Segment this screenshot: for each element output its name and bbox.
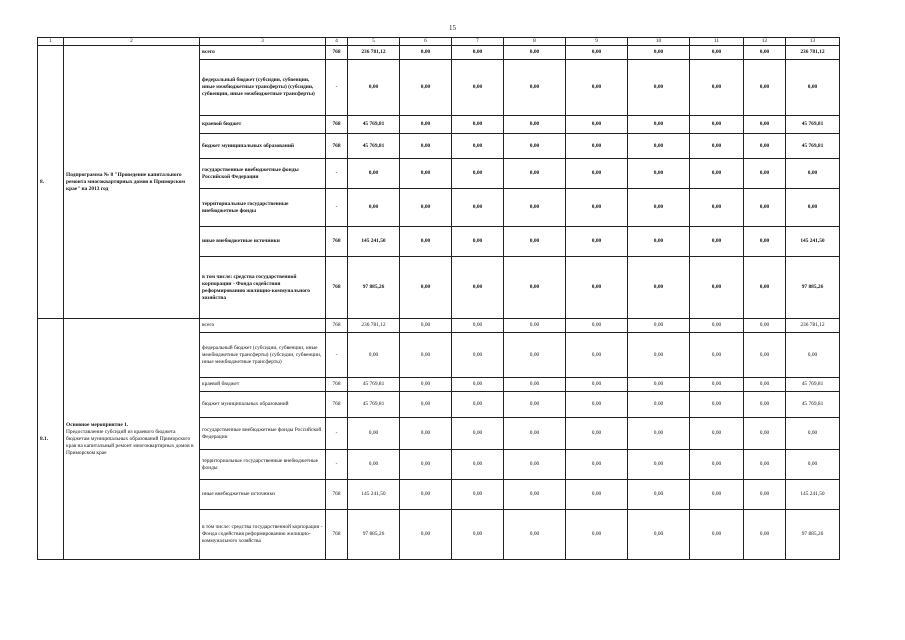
amount-cell: 0,00 — [786, 159, 840, 189]
column-number: 2 — [64, 38, 200, 46]
amount-cell: 97 885,26 — [348, 257, 400, 319]
amount-cell: 0,00 — [628, 257, 690, 319]
funding-source: государственные внебюджетные фонды Российской Федерации — [200, 418, 326, 450]
amount-cell: 0,00 — [504, 333, 566, 378]
budget-code: - — [326, 159, 348, 189]
amount-cell: 0,00 — [504, 46, 566, 60]
amount-cell: 0,00 — [690, 392, 744, 418]
amount-cell: 0,00 — [566, 46, 628, 60]
amount-cell: 0,00 — [400, 392, 452, 418]
amount-cell: 145 241,50 — [786, 480, 840, 510]
amount-cell: 0,00 — [452, 418, 504, 450]
amount-cell: 145 241,50 — [786, 227, 840, 257]
amount-cell: 45 769,81 — [786, 134, 840, 159]
amount-cell: 0,00 — [566, 418, 628, 450]
amount-cell: 0,00 — [566, 60, 628, 116]
amount-cell: 0,00 — [690, 60, 744, 116]
budget-code: - — [326, 60, 348, 116]
amount-cell: 0,00 — [744, 116, 786, 134]
budget-code: 768 — [326, 257, 348, 319]
amount-cell: 0,00 — [628, 378, 690, 392]
amount-cell: 0,00 — [452, 319, 504, 333]
amount-cell: 145 241,50 — [348, 227, 400, 257]
amount-cell: 0,00 — [744, 319, 786, 333]
funding-source: федеральный бюджет (субсидии, субвенции, иные межбюджетные трансферты) (субсидии, субвенции, иные межбюджетные трансферты) — [200, 333, 326, 378]
column-number: 12 — [744, 38, 786, 46]
amount-cell: 0,00 — [690, 333, 744, 378]
amount-cell: 0,00 — [452, 333, 504, 378]
amount-cell: 0,00 — [400, 46, 452, 60]
funding-source: бюджет муниципальных образований — [200, 134, 326, 159]
amount-cell: 0,00 — [566, 392, 628, 418]
amount-cell: 0,00 — [690, 116, 744, 134]
amount-cell: 0,00 — [400, 480, 452, 510]
budget-table — [37, 37, 840, 560]
amount-cell: 0,00 — [348, 60, 400, 116]
budget-code: - — [326, 450, 348, 480]
amount-cell: 0,00 — [744, 227, 786, 257]
amount-cell: 0,00 — [452, 450, 504, 480]
amount-cell: 0,00 — [400, 333, 452, 378]
amount-cell: 236 781,12 — [786, 319, 840, 333]
amount-cell: 0,00 — [400, 189, 452, 227]
amount-cell: 45 769,81 — [348, 116, 400, 134]
amount-cell: 236 781,12 — [348, 46, 400, 60]
amount-cell: 0,00 — [504, 450, 566, 480]
amount-cell: 0,00 — [452, 227, 504, 257]
amount-cell: 0,00 — [744, 450, 786, 480]
amount-cell: 0,00 — [504, 60, 566, 116]
amount-cell: 0,00 — [452, 116, 504, 134]
amount-cell: 97 885,26 — [348, 510, 400, 560]
budget-code: 768 — [326, 480, 348, 510]
amount-cell: 145 241,50 — [348, 480, 400, 510]
amount-cell: 0,00 — [744, 189, 786, 227]
amount-cell: 0,00 — [504, 392, 566, 418]
budget-code: 768 — [326, 227, 348, 257]
amount-cell: 0,00 — [744, 378, 786, 392]
funding-source: территориальные государственные внебюджетные фонды — [200, 450, 326, 480]
amount-cell: 0,00 — [566, 378, 628, 392]
amount-cell: 0,00 — [504, 134, 566, 159]
page-number: 15 — [449, 24, 456, 32]
amount-cell: 0,00 — [744, 333, 786, 378]
amount-cell: 0,00 — [400, 450, 452, 480]
budget-code: 768 — [326, 392, 348, 418]
amount-cell: 0,00 — [400, 418, 452, 450]
section-number: 8. — [38, 46, 64, 319]
amount-cell: 0,00 — [786, 60, 840, 116]
amount-cell: 0,00 — [504, 189, 566, 227]
amount-cell: 0,00 — [744, 418, 786, 450]
amount-cell: 236 781,12 — [348, 319, 400, 333]
funding-source: в том числе: средства государственной корпорации - Фонда содействия реформированию жилищно-коммунального хозяйства — [200, 510, 326, 560]
amount-cell: 0,00 — [628, 60, 690, 116]
amount-cell: 45 769,81 — [786, 116, 840, 134]
amount-cell: 0,00 — [566, 134, 628, 159]
budget-code: 768 — [326, 46, 348, 60]
budget-code: - — [326, 333, 348, 378]
amount-cell: 0,00 — [400, 134, 452, 159]
amount-cell: 0,00 — [452, 257, 504, 319]
amount-cell: 0,00 — [628, 46, 690, 60]
amount-cell: 0,00 — [566, 450, 628, 480]
amount-cell: 0,00 — [452, 46, 504, 60]
amount-cell: 0,00 — [690, 227, 744, 257]
amount-cell: 0,00 — [504, 319, 566, 333]
section-name-body: Предоставление субсидий из краевого бюджета бюджетам муниципальных образований Приморского края на капитальный ремонт многоквартирных домов в Приморском крае — [66, 428, 194, 456]
amount-cell: 0,00 — [504, 159, 566, 189]
amount-cell: 45 769,81 — [348, 378, 400, 392]
amount-cell: 45 769,81 — [348, 392, 400, 418]
amount-cell: 0,00 — [786, 189, 840, 227]
amount-cell: 0,00 — [690, 510, 744, 560]
amount-cell: 45 769,81 — [348, 134, 400, 159]
amount-cell: 0,00 — [628, 116, 690, 134]
amount-cell: 0,00 — [400, 60, 452, 116]
amount-cell: 0,00 — [744, 46, 786, 60]
amount-cell: 0,00 — [348, 333, 400, 378]
amount-cell: 45 769,81 — [786, 392, 840, 418]
amount-cell: 0,00 — [690, 378, 744, 392]
amount-cell: 0,00 — [744, 257, 786, 319]
table-row — [38, 46, 840, 60]
amount-cell: 0,00 — [504, 257, 566, 319]
budget-code: - — [326, 189, 348, 227]
amount-cell: 236 781,12 — [786, 46, 840, 60]
amount-cell: 0,00 — [690, 450, 744, 480]
amount-cell: 0,00 — [690, 189, 744, 227]
budget-code: 768 — [326, 134, 348, 159]
amount-cell: 0,00 — [744, 134, 786, 159]
amount-cell: 0,00 — [744, 510, 786, 560]
amount-cell: 0,00 — [690, 480, 744, 510]
amount-cell: 0,00 — [690, 257, 744, 319]
column-number: 11 — [690, 38, 744, 46]
section-name-title: Основное мероприятие 1. — [66, 421, 129, 428]
funding-source: краевой бюджет — [200, 116, 326, 134]
funding-source: иные внебюджетные источники — [200, 227, 326, 257]
amount-cell: 0,00 — [452, 159, 504, 189]
amount-cell: 0,00 — [400, 319, 452, 333]
amount-cell: 0,00 — [744, 60, 786, 116]
amount-cell: 0,00 — [452, 189, 504, 227]
amount-cell: 0,00 — [786, 450, 840, 480]
column-number-row — [38, 38, 840, 46]
funding-source: в том числе: средства государственной корпорации - Фонда содействия реформированию жилищно-коммунального хозяйства — [200, 257, 326, 319]
amount-cell: 0,00 — [348, 189, 400, 227]
amount-cell: 0,00 — [690, 418, 744, 450]
amount-cell: 0,00 — [628, 227, 690, 257]
amount-cell: 0,00 — [452, 392, 504, 418]
amount-cell: 0,00 — [628, 450, 690, 480]
amount-cell: 0,00 — [348, 450, 400, 480]
amount-cell: 0,00 — [348, 159, 400, 189]
column-number: 13 — [786, 38, 840, 46]
funding-source: федеральный бюджет (субсидии, субвенции, иные межбюджетные трансферты) (субсидии, субвенции, иные межбюджетные трансферты) — [200, 60, 326, 116]
funding-source: иные внебюджетные источники — [200, 480, 326, 510]
amount-cell: 97 885,26 — [786, 257, 840, 319]
column-number: 1 — [38, 38, 64, 46]
amount-cell: 0,00 — [628, 510, 690, 560]
amount-cell: 0,00 — [628, 159, 690, 189]
amount-cell: 0,00 — [786, 333, 840, 378]
amount-cell: 0,00 — [452, 378, 504, 392]
amount-cell: 0,00 — [744, 392, 786, 418]
amount-cell: 0,00 — [628, 480, 690, 510]
column-number: 6 — [400, 38, 452, 46]
amount-cell: 0,00 — [628, 189, 690, 227]
amount-cell: 0,00 — [566, 333, 628, 378]
amount-cell: 0,00 — [566, 159, 628, 189]
section-name — [64, 46, 200, 319]
column-number: 3 — [200, 38, 326, 46]
budget-code: 768 — [326, 510, 348, 560]
amount-cell: 0,00 — [452, 134, 504, 159]
amount-cell: 0,00 — [400, 378, 452, 392]
amount-cell: 0,00 — [566, 227, 628, 257]
column-number: 5 — [348, 38, 400, 46]
section-number: 8.1. — [38, 319, 64, 560]
amount-cell: 0,00 — [504, 378, 566, 392]
amount-cell: 0,00 — [628, 134, 690, 159]
section-name — [64, 319, 200, 560]
budget-code: - — [326, 418, 348, 450]
table-body — [38, 46, 840, 560]
amount-cell: 0,00 — [566, 116, 628, 134]
amount-cell: 0,00 — [400, 510, 452, 560]
amount-cell: 0,00 — [566, 510, 628, 560]
budget-code: 768 — [326, 116, 348, 134]
amount-cell: 97 885,26 — [786, 510, 840, 560]
amount-cell: 0,00 — [452, 480, 504, 510]
amount-cell: 0,00 — [628, 319, 690, 333]
funding-source: территориальные государственные внебюджетные фонды — [200, 189, 326, 227]
budget-code: 768 — [326, 319, 348, 333]
amount-cell: 0,00 — [566, 319, 628, 333]
section-name-title: Подпрограмма № 8 "Проведение капитального ремонта многоквартирных домов в Приморском крае" на 2013 год — [66, 171, 186, 192]
column-number: 8 — [504, 38, 566, 46]
amount-cell: 0,00 — [786, 418, 840, 450]
amount-cell: 0,00 — [628, 333, 690, 378]
amount-cell: 0,00 — [400, 257, 452, 319]
amount-cell: 0,00 — [504, 510, 566, 560]
amount-cell: 0,00 — [690, 134, 744, 159]
amount-cell: 0,00 — [690, 159, 744, 189]
amount-cell: 0,00 — [566, 480, 628, 510]
amount-cell: 0,00 — [744, 480, 786, 510]
amount-cell: 0,00 — [452, 60, 504, 116]
amount-cell: 0,00 — [348, 418, 400, 450]
funding-source: бюджет муниципальных образований — [200, 392, 326, 418]
amount-cell: 0,00 — [628, 392, 690, 418]
amount-cell: 0,00 — [504, 480, 566, 510]
amount-cell: 0,00 — [504, 116, 566, 134]
amount-cell: 0,00 — [690, 46, 744, 60]
amount-cell: 0,00 — [566, 257, 628, 319]
funding-source: всего — [200, 319, 326, 333]
budget-code: 768 — [326, 378, 348, 392]
amount-cell: 0,00 — [504, 227, 566, 257]
amount-cell: 0,00 — [690, 319, 744, 333]
column-number: 7 — [452, 38, 504, 46]
amount-cell: 0,00 — [628, 418, 690, 450]
amount-cell: 0,00 — [504, 418, 566, 450]
amount-cell: 0,00 — [744, 159, 786, 189]
amount-cell: 0,00 — [400, 159, 452, 189]
column-number: 9 — [566, 38, 628, 46]
amount-cell: 0,00 — [452, 510, 504, 560]
amount-cell: 0,00 — [400, 227, 452, 257]
column-number: 4 — [326, 38, 348, 46]
amount-cell: 0,00 — [566, 189, 628, 227]
funding-source: государственные внебюджетные фонды Российской Федерации — [200, 159, 326, 189]
funding-source: всего — [200, 46, 326, 60]
amount-cell: 45 769,81 — [786, 378, 840, 392]
funding-source: краевой бюджет — [200, 378, 326, 392]
column-number: 10 — [628, 38, 690, 46]
table-row — [38, 319, 840, 333]
amount-cell: 0,00 — [400, 116, 452, 134]
